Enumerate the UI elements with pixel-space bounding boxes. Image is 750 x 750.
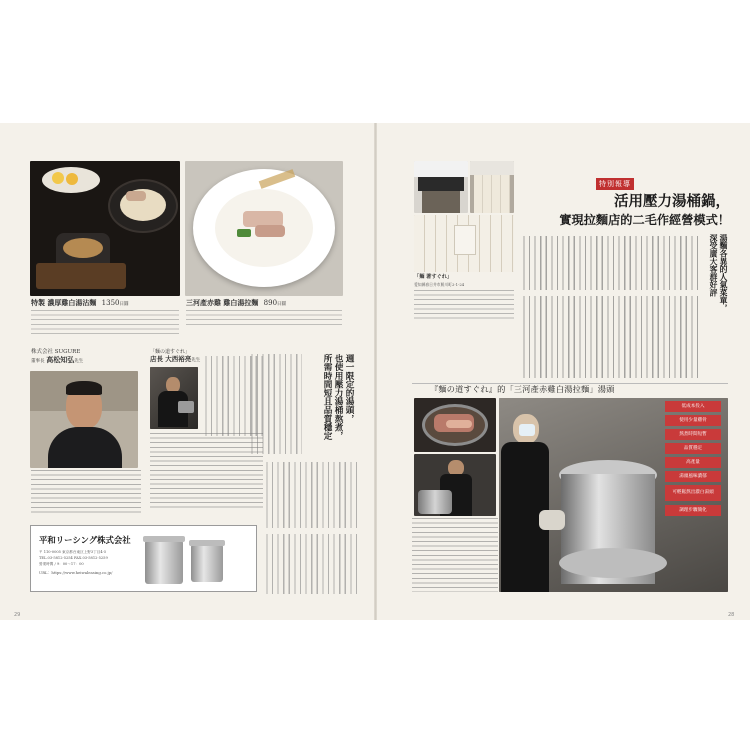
main-title-line2: 實現拉麵店的二毛作經營模式！ [559,213,730,227]
owner-role: 董事長 [31,359,45,364]
left-body-col3 [265,462,357,528]
dish1-name: 特製 濃厚雞白湯沾麵 [31,298,97,307]
dish2-price: 890 [263,299,278,307]
main-title [520,192,730,229]
left-vertical-headline [306,354,354,454]
tag-0: 低成本投入 [665,401,721,412]
tag-3: 品質穩定 [665,443,721,454]
left-body-col4 [265,534,357,594]
dish2-unit: 日圓 [277,302,287,307]
ad-company: 平和リーシング株式会社 [39,535,131,545]
dish2-description-lines [186,310,342,328]
right-page-number: 28 [728,612,735,618]
owner-caption [31,349,131,365]
advertisement-box [30,525,257,592]
process-caption [412,518,498,592]
vhead-line3: 所需時間短且品質穩定 [322,354,332,440]
vhead-line2: 也使用壓力湯桶熬煮， [333,354,343,440]
left-page-number: 29 [14,612,21,618]
dish2-caption [186,298,346,309]
special-report-label: 特別報導 [596,178,634,190]
paitan-ramen-photo [185,161,343,296]
storefront-photo [414,161,468,213]
ad-pot-small-lid [189,540,225,546]
tsukemen-photo [30,161,180,296]
store-caption [414,274,514,288]
dish1-price: 1350 [101,299,120,307]
ad-pot-large-lid [143,536,185,542]
manager-shop: 「麵の道すぐれ」 [150,349,191,355]
owner-photo [30,371,138,468]
manager-photo [150,367,198,429]
store-address: 愛知縣春日井市勝川町2-1-24 [414,282,465,287]
chef-cooking-photo [414,454,496,516]
ad-pot-large [145,540,183,584]
right-body-col1 [522,236,698,290]
vhead-line1: 週一限定的湯頭， [344,354,354,423]
tag-5: 湯頭風味濃郁 [665,471,721,482]
ad-pot-small [191,544,223,582]
vtitle-line2: 深受廣大客群好評 [709,234,718,297]
owner-suffix: 先生 [74,359,84,364]
tag-1: 使用少量雞骨 [665,415,721,426]
tag-2: 熬煮時間短暫 [665,429,721,440]
ad-tel: TEL.03-5812-5254 FAX.03-5812-5259 [39,556,108,560]
shop-interior-photo [414,215,514,272]
right-body-col2 [522,296,698,378]
page-gutter [374,123,377,620]
dish2-name: 三河產赤雞 雞白湯拉麵 [186,298,259,307]
ad-url: URL：https://www.heiwaleasing.co.jp/ [39,570,113,575]
tag-7: 調理步驟簡化 [665,505,721,516]
section-heading-text: 『麵の道すぐれ』的「三河產赤雞白湯拉麵」湯頭 [430,384,615,394]
dish1-unit: 日圓 [119,302,129,307]
manager-quote-text [150,433,263,509]
vtitle-line1: 湯麵各異的人氣菜單， [719,234,728,312]
owner-company: 株式会社 SUGURE [31,349,81,355]
main-title-line1: 活用壓力湯桶鍋， [614,193,730,210]
noren-curtain-photo [470,161,514,213]
manager-suffix: 先生 [191,358,201,363]
store-description [414,290,514,320]
pot-ingredients-photo [414,398,496,452]
vertical-subtitle [702,234,728,334]
dish1-caption [31,298,181,309]
tag-6: 可輕鬆熬出濃白湯頭 [665,485,721,501]
manager-name: 店長 大西裕亮 [150,355,192,363]
dish1-description-lines [31,310,179,336]
tag-4: 高產量 [665,457,721,468]
owner-name: 高松知弘 [46,355,75,364]
owner-quote-text [31,470,141,516]
ad-address: 〒 110-0005 東京都台東区上野3丁目4-5 [39,550,107,554]
ad-hours: 營業時間 / 9：00～17：00 [39,562,84,566]
store-name: 「麺 著すぐれ」 [414,274,453,280]
